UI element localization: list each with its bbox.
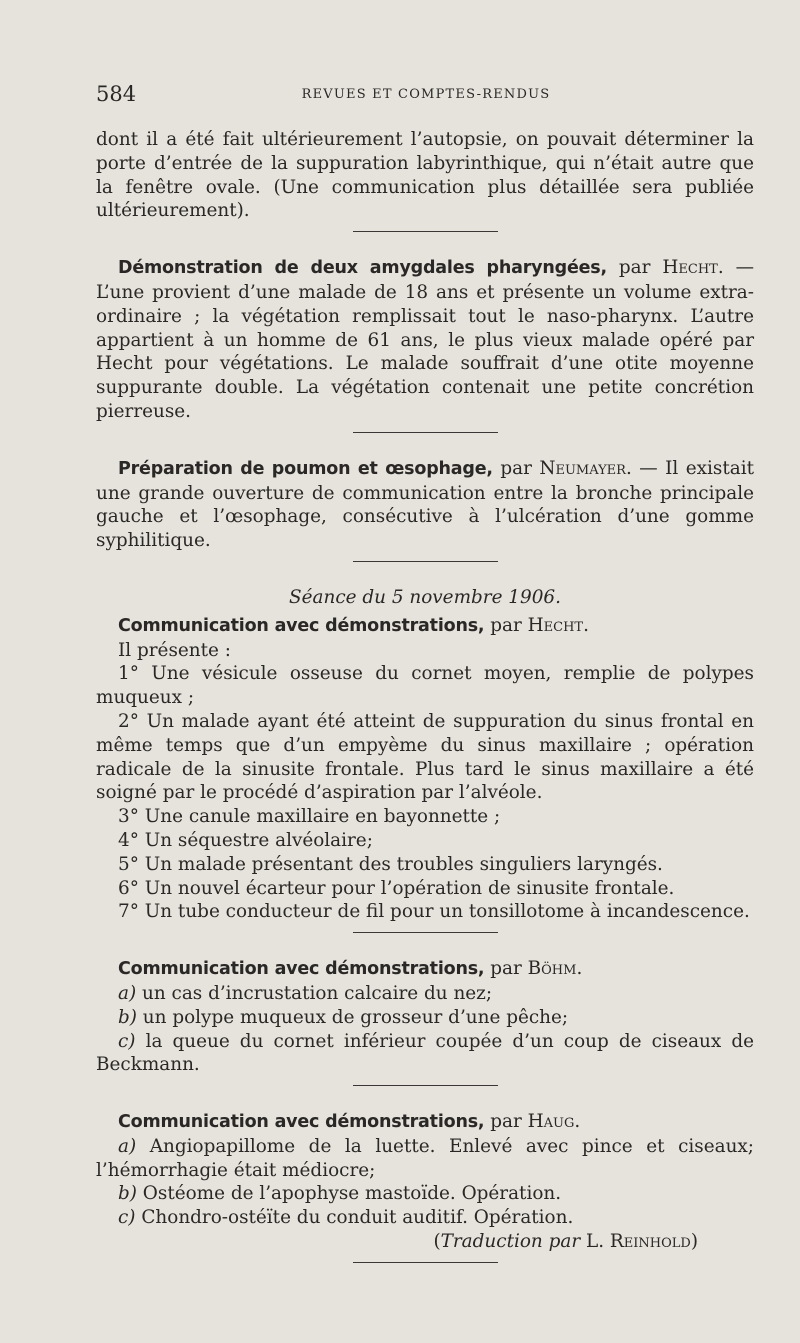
list-item: 3° Une canule maxillaire en bayonnette ; (118, 806, 501, 828)
section-haug-heading: Communication avec démonstrations, par Haug. (118, 1111, 581, 1133)
author-name: Hecht (662, 257, 718, 279)
list-item: 2° Un malade ayant été atteint de suppuration du sinus frontal en même temps que d’un empyème du sinus maxillaire ; opération radicale de la sinusite frontale. Plus tard le sinus maxillaire a été soigné par le procédé d’aspiration par l’alvéole. (96, 710, 754, 804)
section-heading: Communication avec démonstrations, (118, 959, 485, 980)
list-item: 6° Un nouvel écarteur pour l’opération de sinusite frontale. (118, 877, 675, 899)
list-lead: Il présente : (118, 639, 231, 661)
section-hecht-heading: Communication avec démonstrations, par Hecht. (118, 614, 589, 636)
section-divider (353, 1262, 498, 1263)
body-text (96, 128, 754, 1287)
section-heading: Démonstration de deux amygdales pharyngées, (118, 258, 607, 279)
author-name: Neumayer (539, 457, 626, 479)
section-poumon: Préparation de poumon et œsophage, par Neumayer. — Il existait une grande ouverture de communication entre la bronche principale gauche et l’œsophage, consécutive à l’ulcération d’une gomme syphilitique. (96, 457, 754, 552)
section-divider (353, 1085, 498, 1086)
list-item: c) la queue du cornet inférieur coupée d’un coup de ciseaux de Beckmann. (96, 1030, 754, 1076)
section-divider (353, 231, 498, 232)
section-amygdales: Démonstration de deux amygdales pharyngées, par Hecht. — L’une provient d’une malade de 18 ans et présente un volume extra-ordinaire ; la végétation remplissait tout le naso-pharynx. L’autre appartient à un homme de 61 ans, le plus vieux malade opéré par Hecht pour végétations. Le malade souffrait d’une otite moyenne suppurante double. La végétation contenait une petite concrétion pierreuse. (96, 257, 754, 422)
list-item: 5° Un malade présentant des troubles singuliers laryngés. (118, 853, 663, 875)
page-number: 584 (96, 82, 137, 106)
author-name: Haug (527, 1111, 575, 1133)
section-heading: Communication avec démonstrations, (118, 615, 485, 636)
author-name: Hecht (527, 614, 584, 636)
translator-name: Reinhold (609, 1231, 691, 1253)
running-title: REVUES ET COMPTES-RENDUS (301, 87, 551, 102)
section-bohm-heading: Communication avec démonstrations, par Böhm. (118, 958, 583, 980)
page-header (96, 82, 756, 118)
list-item: 1° Une vésicule osseuse du cornet moyen, remplie de polypes muqueux ; (96, 663, 754, 709)
section-divider (353, 432, 498, 433)
section-body: . — L’une provient d’une malade de 18 ans et présente un volume extra-ordinaire ; la végétation remplissait tout le naso-pharynx. L’autre appartient à un homme de 61 ans, le plus vieux malade opéré par Hecht pour végétations. Le malade souffrait d’une otite moyenne suppurante double. La végétation contenait une petite concrétion pierreuse. (96, 257, 754, 422)
intro-paragraph: dont il a été fait ultérieurement l’autopsie, on pouvait déterminer la porte d’entrée de la suppuration labyrinthique, qui n’était autre que la fenêtre ovale. (Une communication plus détaillée sera publiée ultérieurement). (96, 129, 754, 222)
list-item: 7° Un tube conducteur de fil pour un tonsillotome à incandescence. (118, 901, 750, 923)
author-name: Böhm (527, 958, 577, 980)
list-item: a) un cas d’incrustation calcaire du nez; (118, 982, 493, 1004)
list-item: a) Angiopapillome de la luette. Enlevé avec pince et ciseaux; l’hémorrhagie était médiocre; (96, 1135, 754, 1181)
list-item: c) Chondro-ostéïte du conduit auditif. Opération. (118, 1207, 574, 1229)
section-heading: Préparation de poumon et œsophage, (118, 458, 493, 479)
translation-credit: (Traduction par L. Reinhold) (433, 1231, 698, 1253)
list-item: b) Ostéome de l’apophyse mastoïde. Opération. (118, 1183, 562, 1205)
seance-date: Séance du 5 novembre 1906. (289, 586, 561, 608)
section-heading: Communication avec démonstrations, (118, 1112, 485, 1133)
section-divider (353, 561, 498, 562)
section-divider (353, 932, 498, 933)
list-item: b) un polype muqueux de grosseur d’une pêche; (118, 1006, 569, 1028)
section-body: . — Il existait une grande ouverture de communication entre la bronche principale gauche et l’œsophage, consécutive à l’ulcération d’une gomme syphilitique. (96, 457, 754, 552)
list-item: 4° Un séquestre alvéolaire; (118, 829, 373, 851)
